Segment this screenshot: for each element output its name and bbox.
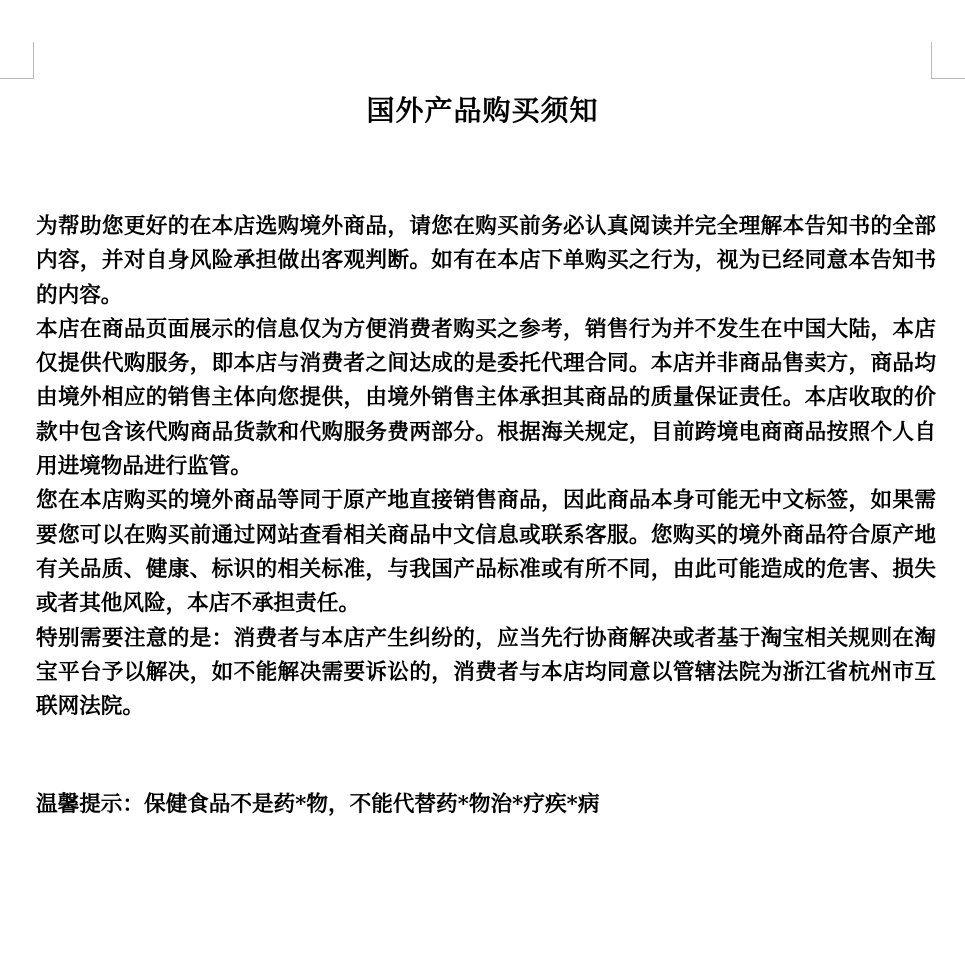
top-left-margin-mark (0, 42, 34, 79)
paragraph-disputes: 特别需要注意的是：消费者与本店产生纠纷的，应当先行协商解决或者基于淘宝相关规则在淘宝平台予以解决，如不能解决需要诉讼的，消费者与本店均同意以管辖法院为浙江省杭州市互联网法院。 (36, 625, 936, 720)
notice-body (36, 210, 936, 724)
warm-tip: 温馨提示：保健食品不是药*物，不能代替药*物治*疗疾*病 (36, 792, 600, 817)
top-right-margin-mark (931, 42, 965, 79)
paragraph-standards: 您在本店购买的境外商品等同于原产地直接销售商品，因此商品本身可能无中文标签，如果需要您可以在购买前通过网站查看相关商品中文信息或联系客服。您购买的境外商品符合原产地有关品质、健康、标识的相关标准，与我国产品标准或有所不同，由此可能造成的危害、损失或者其他风险，本店不承担责任。 (36, 488, 936, 617)
paragraph-agency: 本店在商品页面展示的信息仅为方便消费者购买之参考，销售行为并不发生在中国大陆，本店仅提供代购服务，即本店与消费者之间达成的是委托代理合同。本店并非商品售卖方，商品均由境外相应的销售主体向您提供，由境外销售主体承担其商品的质量保证责任。本店收取的价款中包含该代购商品货款和代购服务费两部分。根据海关规定，目前跨境电商商品按照个人自用进境物品进行监管。 (36, 316, 936, 480)
page-title: 国外产品购买须知 (366, 94, 599, 127)
paragraph-intro: 为帮助您更好的在本店选购境外商品，请您在购买前务必认真阅读并完全理解本告知书的全部内容，并对自身风险承担做出客观判断。如有在本店下单购买之行为，视为已经同意本告知书的内容。 (36, 214, 936, 308)
